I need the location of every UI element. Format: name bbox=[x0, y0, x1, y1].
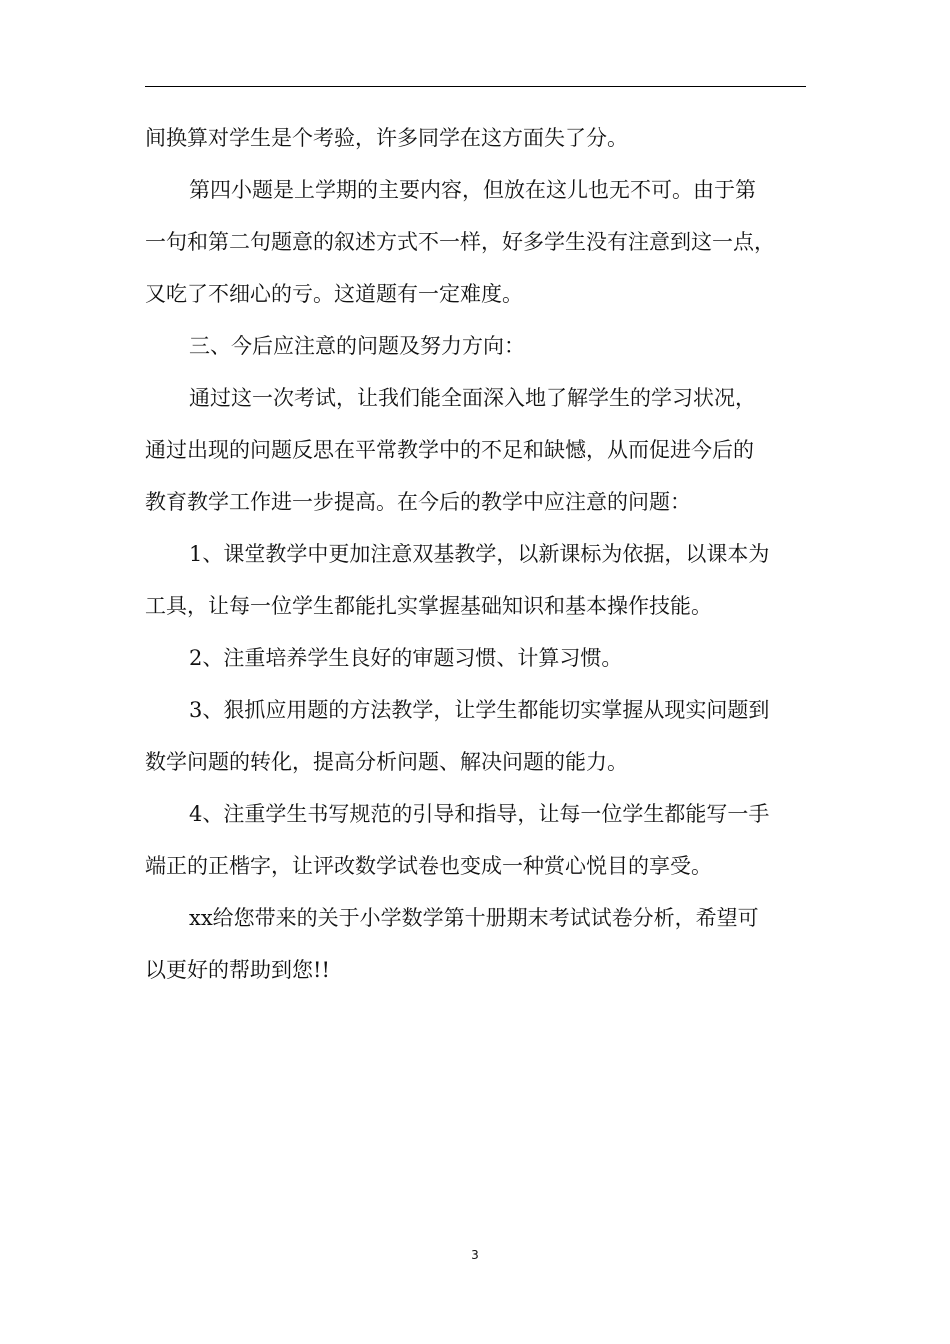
list-item-line: 1、课堂教学中更加注意双基教学，以新课标为依据，以课本为 bbox=[189, 542, 770, 566]
paragraph-line: 教育教学工作进一步提高。在今后的教学中应注意的问题： bbox=[145, 490, 691, 514]
paragraph-line: 间换算对学生是个考验，许多同学在这方面失了分。 bbox=[145, 126, 628, 150]
paragraph-line: 以更好的帮助到您!! bbox=[145, 958, 330, 982]
paragraph-line: 通过出现的问题反思在平常教学中的不足和缺憾，从而促进今后的 bbox=[145, 438, 754, 462]
page-number: 3 bbox=[471, 1248, 479, 1262]
list-item-line: 3、狠抓应用题的方法教学，让学生都能切实掌握从现实问题到 bbox=[189, 698, 770, 722]
list-item-line: 4、注重学生书写规范的引导和指导，让每一位学生都能写一手 bbox=[189, 802, 770, 826]
list-item-line: 端正的正楷字，让评改数学试卷也变成一种赏心悦目的享受。 bbox=[145, 854, 712, 878]
section-heading: 三、今后应注意的问题及努力方向： bbox=[189, 334, 525, 358]
list-item-line: 工具，让每一位学生都能扎实掌握基础知识和基本操作技能。 bbox=[145, 594, 712, 618]
list-item-line: 数学问题的转化，提高分析问题、解决问题的能力。 bbox=[145, 750, 628, 774]
paragraph-line: 第四小题是上学期的主要内容，但放在这儿也无不可。由于第 bbox=[189, 178, 756, 202]
paragraph-line: 又吃了不细心的亏。这道题有一定难度。 bbox=[145, 282, 523, 306]
paragraph-line: 通过这一次考试，让我们能全面深入地了解学生的学习状况， bbox=[189, 386, 756, 410]
list-item-line: 2、注重培养学生良好的审题习惯、计算习惯。 bbox=[189, 646, 623, 670]
paragraph-line: 一句和第二句题意的叙述方式不一样，好多学生没有注意到这一点， bbox=[145, 230, 775, 254]
paragraph-line: xx给您带来的关于小学数学第十册期末考试试卷分析，希望可 bbox=[189, 906, 759, 930]
header-rule bbox=[145, 86, 806, 87]
